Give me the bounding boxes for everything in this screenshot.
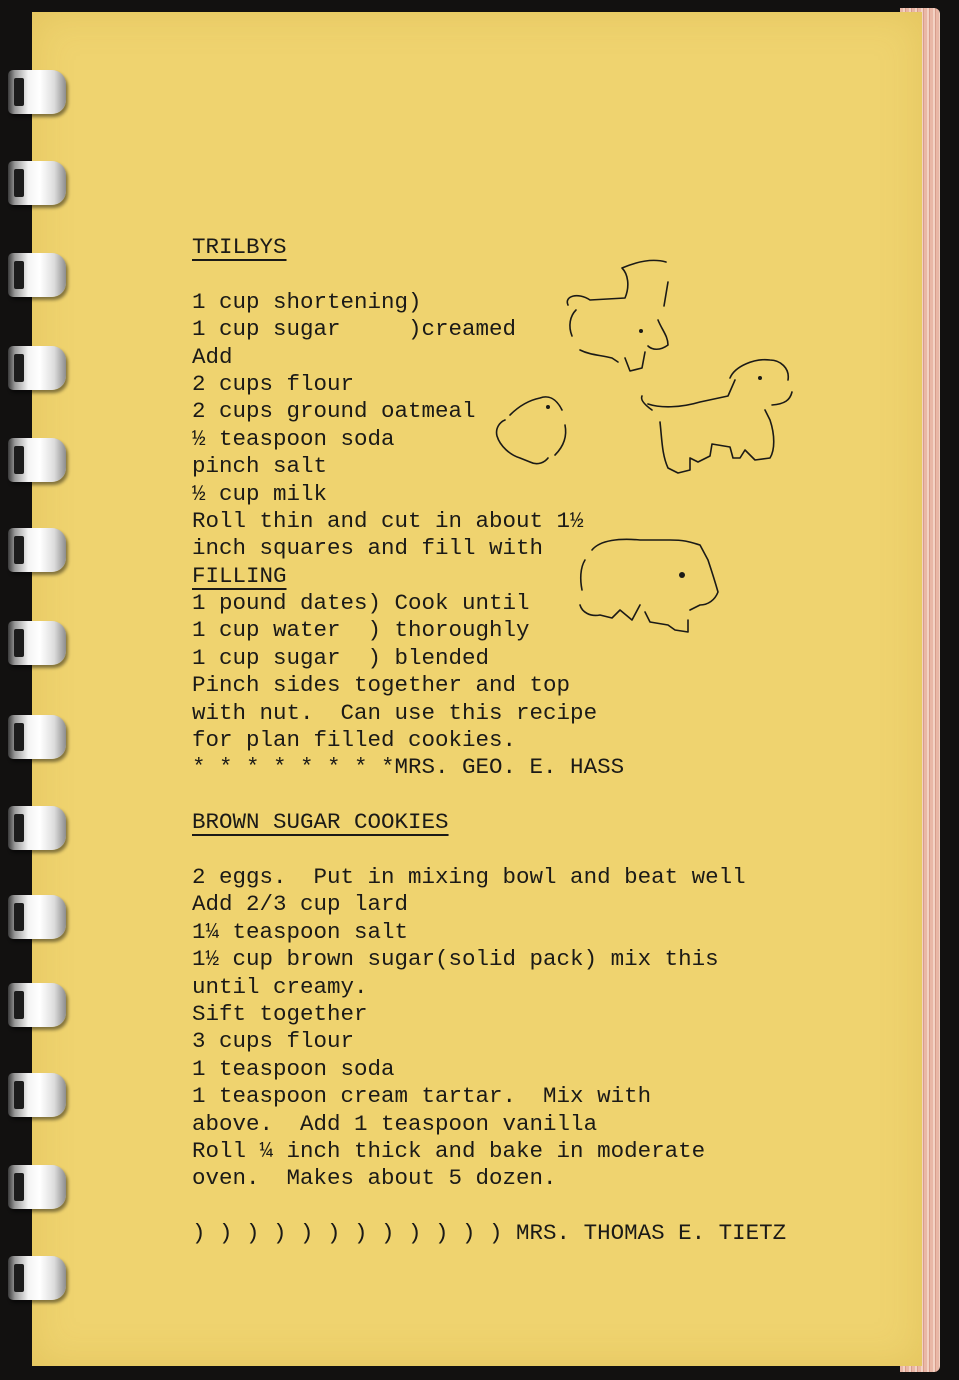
binding-ring	[8, 1165, 66, 1209]
binding-ring	[8, 70, 66, 114]
recipe-title-text: TRILBYS	[192, 234, 287, 260]
binding-ring	[8, 161, 66, 205]
recipe-line: Add 2/3 cup lard	[192, 891, 409, 918]
recipe-line: 1 cup sugar ) blended	[192, 644, 490, 671]
binding-ring	[8, 346, 66, 390]
recipe-line: Roll ¼ inch thick and bake in moderate	[192, 1137, 706, 1164]
recipe-line: 2 cups ground oatmeal	[192, 398, 476, 425]
blank-line	[192, 782, 786, 809]
binding-ring	[8, 983, 66, 1027]
recipe-line: 1½ cup brown sugar(solid pack) mix this	[192, 946, 719, 973]
recipe-line: 2 cups flour	[192, 370, 355, 397]
recipe-line: 1 cup shortening)	[192, 288, 422, 315]
recipe-line: 1 pound dates) Cook until	[192, 590, 530, 617]
recipe-line: until creamy.	[192, 973, 368, 1000]
recipe-signature: * * * * * * * *MRS. GEO. E. HASS	[192, 754, 625, 781]
recipe-title	[192, 234, 786, 261]
recipe-line: 3 cups flour	[192, 1028, 355, 1055]
recipe-line: oven. Makes about 5 dozen.	[192, 1165, 557, 1192]
recipe-line: inch squares and fill with	[192, 535, 544, 562]
binding-ring	[8, 895, 66, 939]
binding-ring	[8, 715, 66, 759]
recipe-line: for plan filled cookies.	[192, 727, 517, 754]
recipe-line: Pinch sides together and top	[192, 672, 571, 699]
binding-ring	[8, 1073, 66, 1117]
recipe-line: 1 cup water ) thoroughly	[192, 617, 530, 644]
binding-ring	[8, 806, 66, 850]
recipe-text	[192, 234, 786, 1247]
recipe-line: 1¼ teaspoon salt	[192, 918, 409, 945]
recipe-title-text: BROWN SUGAR COOKIES	[192, 809, 449, 836]
recipe-line: Sift together	[192, 1000, 368, 1027]
recipe-line: 2 eggs. Put in mixing bowl and beat well	[192, 863, 746, 890]
blank-line	[192, 1193, 786, 1220]
filling-heading-text: FILLING	[192, 562, 287, 589]
recipe-title	[192, 809, 786, 836]
recipe-line: pinch salt	[192, 453, 328, 480]
recipe-line: ½ cup milk	[192, 480, 328, 507]
recipe-line: 1 teaspoon cream tartar. Mix with	[192, 1083, 652, 1110]
binding-ring	[8, 528, 66, 572]
recipe-line: 1 cup sugar )creamed	[192, 316, 517, 343]
recipe-line: ½ teaspoon soda	[192, 425, 395, 452]
recipe-line: 1 teaspoon soda	[192, 1055, 395, 1082]
recipe-signature: ) ) ) ) ) ) ) ) ) ) ) ) MRS. THOMAS E. TIETZ	[192, 1220, 787, 1247]
binding-ring	[8, 253, 66, 297]
binding-ring	[8, 1256, 66, 1300]
binding-ring	[8, 621, 66, 665]
recipe-line: Roll thin and cut in about 1½	[192, 507, 584, 534]
recipe-line: above. Add 1 teaspoon vanilla	[192, 1110, 598, 1137]
filling-heading	[192, 563, 786, 590]
recipe-line: Add	[192, 343, 233, 370]
binding-ring	[8, 438, 66, 482]
blank-line	[192, 261, 786, 288]
recipe-line: with nut. Can use this recipe	[192, 699, 598, 726]
blank-line	[192, 837, 786, 864]
